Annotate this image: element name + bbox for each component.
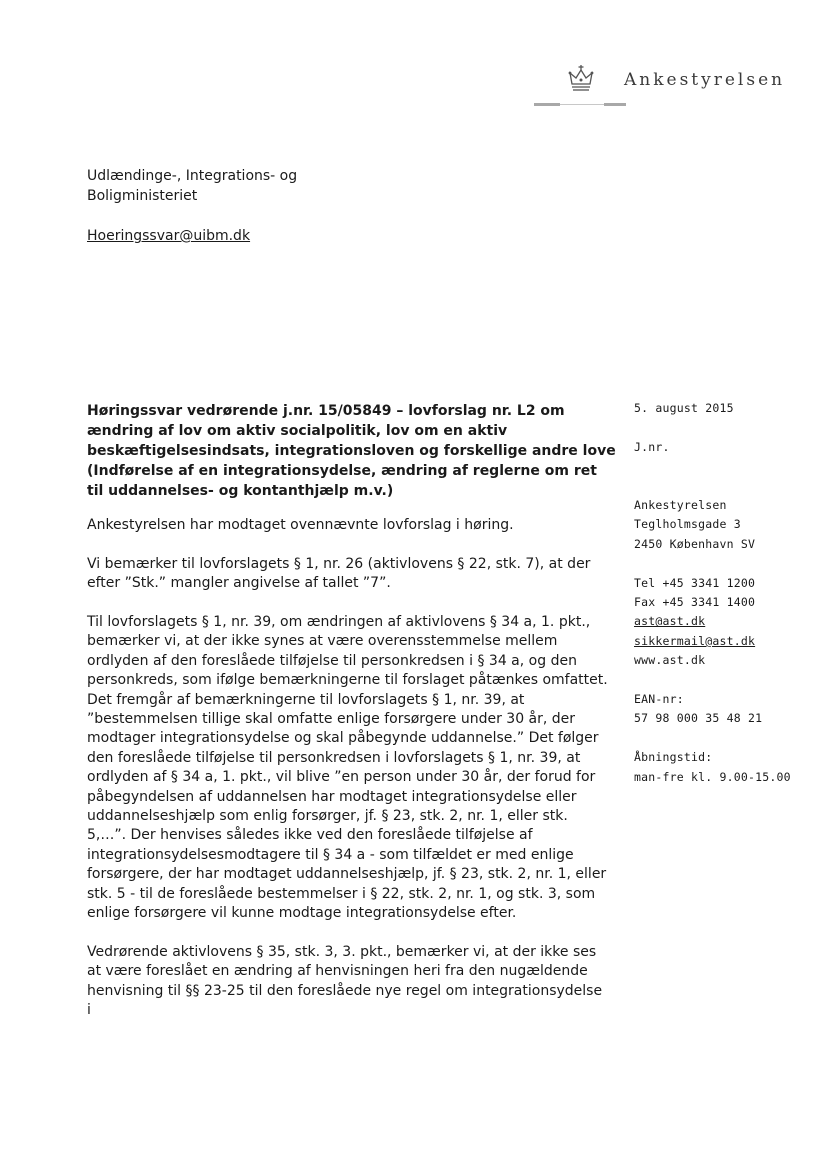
sender-name: Ankestyrelsen bbox=[634, 497, 727, 512]
sender-phone: Tel +45 3341 1200 bbox=[634, 575, 756, 590]
sender-street: Teglholmsgade 3 bbox=[634, 517, 741, 532]
opening-hours-label: Åbningstid: bbox=[634, 750, 713, 765]
ean-value: 57 98 000 35 48 21 bbox=[634, 711, 763, 726]
letter-date: 5. august 2015 bbox=[634, 401, 734, 415]
letter-body bbox=[87, 516, 609, 1040]
sender-email-link[interactable]: ast@ast.dk bbox=[634, 614, 706, 629]
body-paragraph: Ankestyrelsen har modtaget ovennævnte lovforslag i høring. bbox=[87, 517, 514, 533]
case-number-label: J.nr. bbox=[634, 439, 670, 454]
sender-website[interactable]: www.ast.dk bbox=[634, 653, 706, 668]
body-paragraph: Vedrørende aktivlovens § 35, stk. 3, 3. pkt., bemærker vi, at der ikke ses at være foreslået en ændring af henvisningen heri fra den nugældende henvisning til §§ 23-25 til den foreslåede nye regel om integrationsydelse i bbox=[87, 943, 603, 1019]
sender-city: 2450 København SV bbox=[634, 536, 756, 551]
header-divider bbox=[534, 103, 560, 106]
brand-name: Ankestyrelsen bbox=[624, 70, 786, 90]
letter-subject: Høringssvar vedrørende j.nr. 15/05849 – lovforslag nr. L2 om ændring af lov om aktiv socialpolitik, lov om en aktiv beskæftigelsesindsats, integrationsloven og forskellige andre love (Indførelse af en integrationsydelse, ændring af reglerne om ret til uddannelses- og kontanthjælp m.v.) bbox=[87, 403, 616, 499]
recipient-address bbox=[87, 166, 387, 206]
header-divider bbox=[604, 103, 626, 106]
recipient-line: Boligministeriet bbox=[87, 188, 198, 204]
recipient-email-link[interactable]: Hoeringssvar@uibm.dk bbox=[87, 228, 251, 244]
recipient-line: Udlændinge-, Integrations- og bbox=[87, 168, 298, 184]
opening-hours-value: man-fre kl. 9.00-15.00 bbox=[634, 769, 791, 784]
ean-label: EAN-nr: bbox=[634, 692, 684, 707]
sender-fax: Fax +45 3341 1400 bbox=[634, 595, 756, 609]
sender-secure-email-link[interactable]: sikkermail@ast.dk bbox=[634, 633, 756, 648]
body-paragraph: Vi bemærker til lovforslagets § 1, nr. 26 (aktivlovens § 22, stk. 7), at der efter ”Stk.” mangler angivelse af tallet ”7”. bbox=[87, 555, 591, 592]
crown-icon bbox=[566, 64, 596, 94]
body-paragraph: Til lovforslagets § 1, nr. 39, om ændringen af aktivlovens § 34 a, 1. pkt., bemærker vi, at der ikke synes at være overensstemmelse mellem ordlyden af den foreslåede tilføjelse til personkredsen i § 34 a, og den personkreds, som ifølge bemærkningerne til forslaget påtænkes omfattet. Det fremgår af bemærkningerne til lovforslagets § 1, nr. 39, at ”bestemmelsen tillige skal omfatte enlige forsørgere under 30 år, der modtager integrationsydelse og skal påbegynde uddannelse.” Det følger den foreslåede tilføjelse til personkredsen i lovforslagets § 1, nr. 39, at ordlyden af § 34 a, 1. pkt., vil blive ”en person under 30 år, der forud for påbegyndelsen af uddannelsen har modtaget integrationsydelse eller uddannelseshjælp som enlig forsørger, jf. § 23, stk. 2, nr. 1, eller stk. 5,…”. Der henvises således ikke ved den foreslåede tilføjelse af integrationsydelsesmodtagere til § 34 a - som tilfældet er med enlige forsørgere, der har modtaget uddannelseshjælp, jf. § 23, stk. 2, nr. 1, eller stk. 5 - til de foreslåede bestemmelser i § 22, stk. 2, nr. 1, og stk. 3, som enlige forsørgere vil kunne modtage integrationsydelse efter. bbox=[87, 614, 608, 922]
sender-sidebar bbox=[634, 399, 819, 787]
